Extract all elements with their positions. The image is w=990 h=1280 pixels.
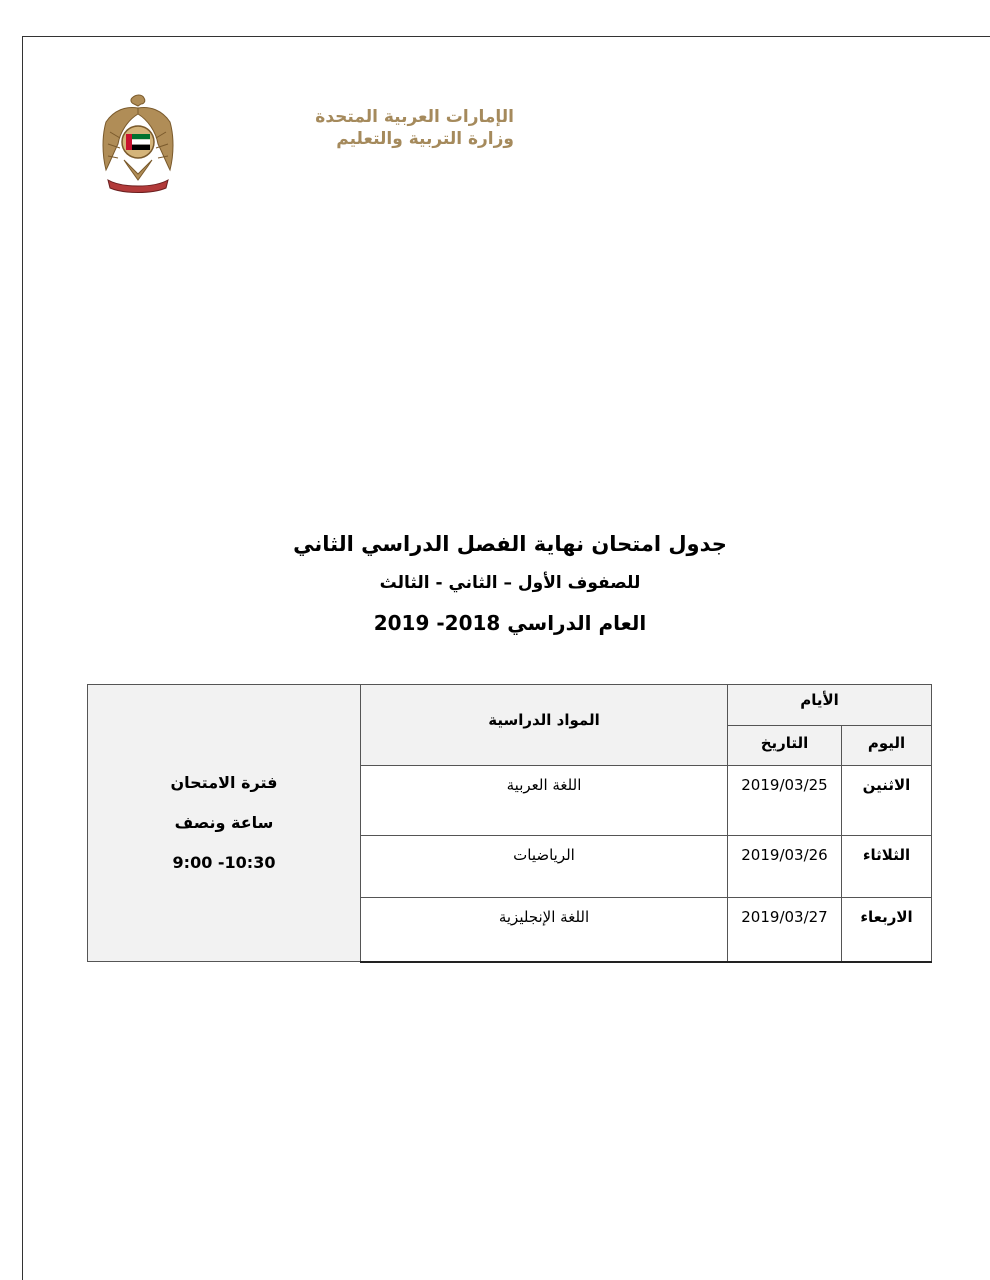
- country-name: الإمارات العربية المتحدة: [315, 107, 514, 127]
- schedule-title: جدول امتحان نهاية الفصل الدراسي الثاني: [293, 532, 727, 556]
- period-duration: ساعة ونصف: [174, 813, 274, 832]
- day-cell: الاربعاء: [842, 898, 932, 962]
- period-time: 9:00 -10:30: [172, 853, 276, 872]
- page-frame: [22, 36, 990, 1280]
- ministry-header-text: [184, 106, 514, 150]
- date-column-header: التاريخ: [728, 726, 842, 766]
- academic-year: العام الدراسي 2018- 2019: [373, 611, 647, 635]
- table-header-row: [88, 685, 932, 726]
- uae-emblem-icon: [98, 92, 178, 196]
- ministry-header: [98, 92, 514, 196]
- subjects-header: المواد الدراسية: [361, 685, 728, 766]
- days-header: الأيام: [728, 685, 932, 726]
- exam-period-cell: [88, 685, 361, 962]
- day-cell: الثلاثاء: [842, 836, 932, 898]
- grades-subtitle: للصفوف الأول – الثاني - الثالث: [379, 573, 641, 593]
- subject-cell: اللغة العربية: [361, 766, 728, 836]
- date-cell: 2019/03/25: [728, 766, 842, 836]
- ministry-name: وزارة التربية والتعليم: [336, 129, 514, 149]
- date-cell: 2019/03/26: [728, 836, 842, 898]
- day-column-header: اليوم: [842, 726, 932, 766]
- exam-schedule-table: [87, 684, 932, 963]
- subject-cell: الرياضيات: [361, 836, 728, 898]
- period-label: فترة الامتحان: [170, 773, 278, 792]
- day-cell: الاثنين: [842, 766, 932, 836]
- subject-cell: اللغة الإنجليزية: [361, 898, 728, 962]
- document-title: [200, 524, 820, 644]
- date-cell: 2019/03/27: [728, 898, 842, 962]
